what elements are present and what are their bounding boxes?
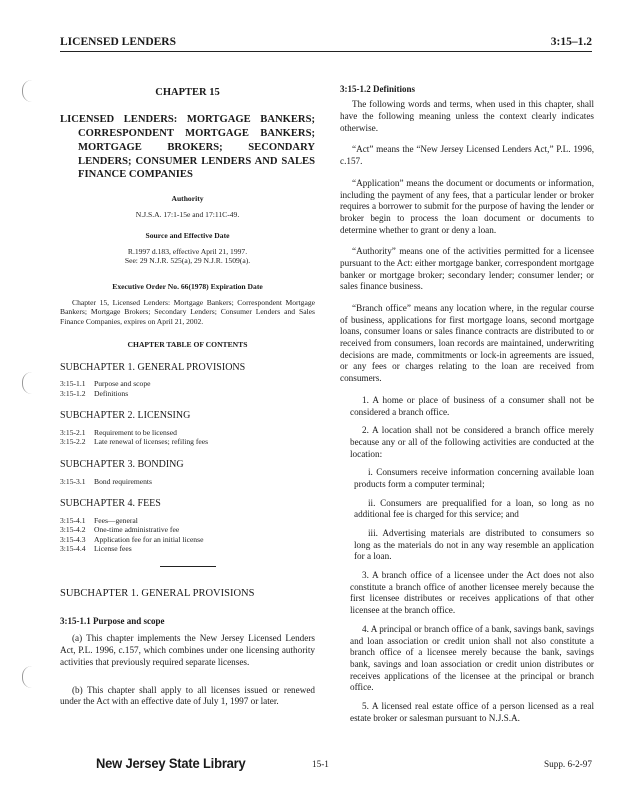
toc-entry-text: Requirement to be licensed <box>94 427 177 437</box>
toc-entry-number: 3:15-4.4 <box>60 544 86 554</box>
section-divider <box>160 566 216 567</box>
toc-entry-number: 3:15-1.1 <box>60 379 86 389</box>
toc-entry <box>60 477 315 486</box>
header-title: LICENSED LENDERS <box>60 36 176 48</box>
library-stamp: New Jersey State Library <box>96 756 246 771</box>
executive-order-text: Chapter 15, Licensed Lenders: Mortgage Bankers; Correspondent Mortgage Bankers; Mortgage Brokers; Secondary Lenders; Consumer Lenders and Sales Finance Companies, expires on April 21, 2002. <box>60 297 315 326</box>
right-column <box>340 84 594 731</box>
toc-entry-text: Fees—general <box>94 515 138 525</box>
toc-entry <box>60 428 315 437</box>
toc-subchapter-title: SUBCHAPTER 2. LICENSING <box>60 410 191 422</box>
toc-subchapter <box>60 410 315 447</box>
sub-list-item: ii. Consumers are prequalified for a loan, so long as no additional fee is charged for this service; and <box>354 497 594 520</box>
toc-entry-text: Definitions <box>94 388 129 398</box>
toc-entry-text: License fees <box>94 544 132 554</box>
toc-entry-number: 3:15-4.1 <box>60 515 86 525</box>
toc-entry-text: Purpose and scope <box>94 379 151 389</box>
paragraph: (b) This chapter shall apply to all licenses issued or renewed under the Act with an effective date of July 1, 1997 or later. <box>60 684 315 707</box>
header-section-number: 3:15–1.2 <box>550 36 592 48</box>
definition-act: “Act” means the “New Jersey Licensed Lenders Act,” P.L. 1996, c.157. <box>340 144 594 167</box>
punch-hole-mark <box>22 666 39 688</box>
definition-branch-office: “Branch office” means any location where, in the regular course of business, applications for first mortgage loans, second mortgage loans, consumer loans or sales finance contracts are distributed to or received from consumers, loan records are maintained, underwriting decisions are made, commitments or lock-in agreements are issued, or any fees or charges relating to the loan are received from consumers. <box>340 303 594 384</box>
source-line: R.1997 d.183, effective April 21, 1997. <box>127 246 248 256</box>
subchapter-heading: SUBCHAPTER 1. GENERAL PROVISIONS <box>60 587 255 599</box>
toc-entry <box>60 525 315 534</box>
section-heading: 3:15-1.1 Purpose and scope <box>60 616 165 627</box>
toc-heading: CHAPTER TABLE OF CONTENTS <box>127 339 248 349</box>
toc-entry-number: 3:15-4.2 <box>60 525 86 535</box>
header-rule <box>60 51 592 52</box>
toc-subchapter-title: SUBCHAPTER 4. FEES <box>60 498 161 510</box>
definition-authority: “Authority” means one of the activities permitted for a licensee pursuant to the Act: either mortgage banker, correspondent mortgage banker or mortgage broker; secondary lender; consumer lender; or sales finance business. <box>340 246 594 292</box>
punch-hole-mark <box>22 80 39 102</box>
toc-entry-number: 3:15-4.3 <box>60 534 86 544</box>
source-line: See: 29 N.J.R. 525(a), 29 N.J.R. 1509(a). <box>124 256 251 266</box>
toc-subchapter-title: SUBCHAPTER 3. BONDING <box>60 458 184 470</box>
sub-list-item: iii. Advertising materials are distributed to consumers so long as the materials do not in any way resemble an application for a loan. <box>354 528 594 562</box>
paragraph: (a) This chapter implements the New Jersey Licensed Lenders Act, P.L. 1996, c.157, which combines under one licensing authority activities that previously required separate licenses. <box>60 633 315 667</box>
list-item: 4. A principal or branch office of a bank, savings bank, savings and loan association or credit union shall not also constitute a branch office of a licensee merely because the bank, savings bank, savings and loan association or credit union distributes or receives applications of the licensee at the principal or branch office. <box>350 623 594 693</box>
toc-entry <box>60 544 315 553</box>
toc-entry-number: 3:15-2.1 <box>60 427 86 437</box>
toc-entry <box>60 535 315 544</box>
toc-subchapter-title: SUBCHAPTER 1. GENERAL PROVISIONS <box>60 361 246 373</box>
definition-application: “Application” means the document or documents or information, including the payment of any fees, that a particular lender or broker requires a borrower to submit for the purpose of having the lender or broker begin to process the loan document or documents to determine whether to grant or deny a loan. <box>340 177 594 235</box>
executive-order-heading: Executive Order No. 66(1978) Expiration Date <box>112 281 263 291</box>
toc-entry <box>60 437 315 446</box>
toc-entry <box>60 516 315 525</box>
left-column <box>60 84 315 718</box>
authority-heading: Authority <box>171 194 204 204</box>
authority-text: N.J.S.A. 17:1-15e and 17:11C-49. <box>135 209 240 219</box>
supplement-date: Supp. 6-2-97 <box>544 759 592 769</box>
toc-subchapter <box>60 459 315 486</box>
source-heading: Source and Effective Date <box>145 231 230 241</box>
section-heading: 3:15-1.2 Definitions <box>340 84 415 94</box>
chapter-label: CHAPTER 15 <box>155 87 220 98</box>
toc-entry-number: 3:15-1.2 <box>60 388 86 398</box>
list-item: 2. A location shall not be considered a branch office merely because any or all of the following activities are conducted at the location: <box>350 425 594 459</box>
toc-subchapter <box>60 362 315 399</box>
toc-entry-number: 3:15-3.1 <box>60 476 86 486</box>
list-item: 3. A branch office of a licensee under the Act does not also constitute a branch office of another licensee merely because the first licensee distributes or receives applications of that other licensee at the branch office. <box>350 570 594 616</box>
sub-list-item: i. Consumers receive information concerning available loan products form a computer terminal; <box>354 467 594 489</box>
toc-entry-text: One-time administrative fee <box>94 525 180 535</box>
toc-entry-text: Late renewal of licenses; refiling fees <box>94 437 209 447</box>
toc-entry <box>60 379 315 388</box>
paragraph: The following words and terms, when used in this chapter, shall have the following meaning unless the context clearly indicates otherwise. <box>340 99 594 133</box>
chapter-title: LICENSED LENDERS: MORTGAGE BANKERS; CORRESPONDENT MORTGAGE BANKERS; MORTGAGE BROKERS; SECONDARY LENDERS; CONSUMER LENDERS AND SALES FINANCE COMPANIES <box>60 114 315 181</box>
toc-subchapter <box>60 498 315 554</box>
list-item: 1. A home or place of business of a consumer shall not be considered a branch office. <box>350 394 594 417</box>
toc-entry-text: Application fee for an initial license <box>94 534 204 544</box>
page-number: 15-1 <box>312 759 329 769</box>
list-item: 5. A licensed real estate office of a person licensed as a real estate broker or salesman pursuant to N.J.S.A. <box>350 700 594 723</box>
toc-entry-text: Bond requirements <box>94 476 152 486</box>
toc-entry <box>60 389 315 398</box>
toc-entry-number: 3:15-2.2 <box>60 437 86 447</box>
punch-hole-mark <box>22 372 39 394</box>
running-header <box>60 36 592 52</box>
